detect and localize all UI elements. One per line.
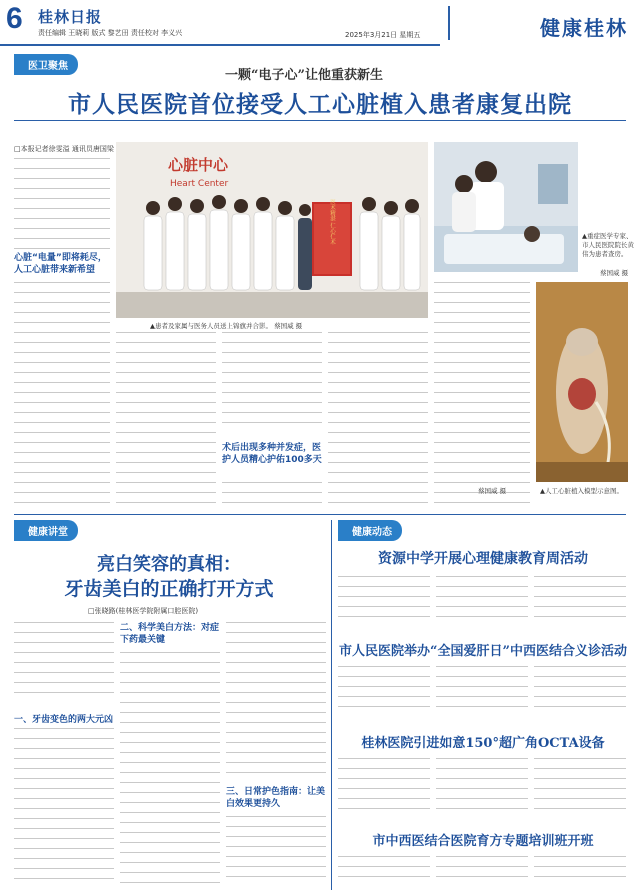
lead-body-col2: [116, 332, 216, 512]
news-item3-title: 桂林医院引进如意150°超广角OCTA设备: [361, 736, 605, 751]
dental-body-col3b: [226, 816, 326, 892]
staff-credits: 责任编辑 王晓莉 版式 黎艺田 责任校对 李义兴: [38, 29, 183, 37]
news-item4-col3: [534, 856, 626, 892]
dental-body-col2: [120, 652, 220, 892]
group-photo: [116, 142, 428, 318]
lead-body-col1a: [14, 158, 110, 250]
section-divider: [14, 514, 626, 515]
news-item4-title: 市中西医结合医院育方专题培训班开班: [372, 834, 594, 849]
lead-body-col1b: [14, 282, 110, 512]
masthead: [0, 0, 640, 46]
issue-date: 2025年3月21日 星期五: [345, 31, 421, 39]
dental-section-tag: 健康讲堂: [14, 520, 78, 541]
lead-headline: 市人民医院首位接受人工心脏植入患者康复出院: [68, 92, 572, 118]
dental-subhead-1: 一、牙齿变色的两大元凶: [14, 715, 114, 725]
news-item4-col1: [338, 856, 430, 892]
lead-body-col3b: [222, 482, 322, 512]
ward-round-photo-art: [434, 142, 578, 272]
news-item2-title: 市人民医院举办“全国爱肝日”中西医结合义诊活动: [339, 644, 627, 659]
photo-wall-text: 心脏中心: [168, 156, 229, 174]
lead-body-col5: [434, 282, 530, 512]
news-item1-col1: [338, 576, 430, 632]
news-item3-col2: [436, 758, 528, 824]
news-item4-col2: [436, 856, 528, 892]
lead-body-col4: [328, 332, 428, 512]
photo-wall-text-en: Heart Center: [170, 179, 229, 189]
heart-model-photo-art: [536, 282, 628, 482]
dental-body-col1b: [14, 728, 114, 892]
dental-title-line2: 牙齿美白的正确打开方式: [64, 578, 274, 600]
photo-banner-text: 医术精湛 仁心仁术: [329, 199, 335, 245]
lead-subtitle: 一颗“电子心”让他重获新生: [225, 68, 383, 83]
dental-subhead-3: 三、日常护色指南：让美白效果更持久: [226, 787, 326, 809]
lead-subhead-1: 心脏“电量”即将耗尽，人工心脏带来新希望: [14, 253, 107, 275]
ward-round-caption: ▲重症医学专家、市人民医院院长黄伟为患者查房。: [582, 232, 634, 258]
ward-round-credit: 蔡国威 摄: [600, 269, 629, 277]
group-photo-caption: ▲患者及家属与医务人员送上锦旗并合影。 蔡国威 摄: [150, 322, 303, 330]
lead-subhead-2: 术后出现多种并发症，医护人员精心护佑100多天: [222, 443, 322, 465]
group-photo-art: [116, 142, 428, 318]
news-item3-col3: [534, 758, 626, 824]
dental-body-col1a: [14, 622, 114, 708]
lead-body-col3a: [222, 332, 322, 436]
dental-title-line1: 亮白笑容的真相：: [97, 554, 241, 575]
news-item1-col2: [436, 576, 528, 632]
lead-divider: [14, 120, 626, 121]
dental-body-col3a: [226, 622, 326, 782]
heart-model-caption: ▲人工心脏植入模型示意图。: [540, 487, 623, 495]
section-title: 健康桂林: [540, 16, 628, 40]
section-title-box: [440, 0, 640, 46]
dental-subhead-2: 二、科学美白方法：对症下药最关键: [120, 623, 220, 645]
news-item2-col3: [534, 666, 626, 722]
news-item1-title: 资源中学开展心理健康教育周活动: [378, 551, 588, 567]
page-number: 6: [6, 2, 23, 35]
paper-logo: 桂林日报: [38, 8, 103, 26]
lead-byline: □本报记者徐雯溢 通讯员唐国梁: [14, 145, 114, 153]
heart-model-photo: [536, 282, 628, 482]
heart-model-credit: 蔡国威 摄: [478, 487, 507, 495]
ward-round-photo: [434, 142, 578, 272]
news-section-tag: 健康动态: [338, 520, 402, 541]
news-item3-col1: [338, 758, 430, 824]
news-item1-col3: [534, 576, 626, 632]
dental-byline: □张晓路(桂林医学院附属口腔医院): [88, 607, 199, 615]
lead-section-tag: 医卫聚焦: [14, 54, 78, 75]
news-item2-col1: [338, 666, 430, 722]
column-rule: [331, 520, 332, 890]
news-item2-col2: [436, 666, 528, 722]
